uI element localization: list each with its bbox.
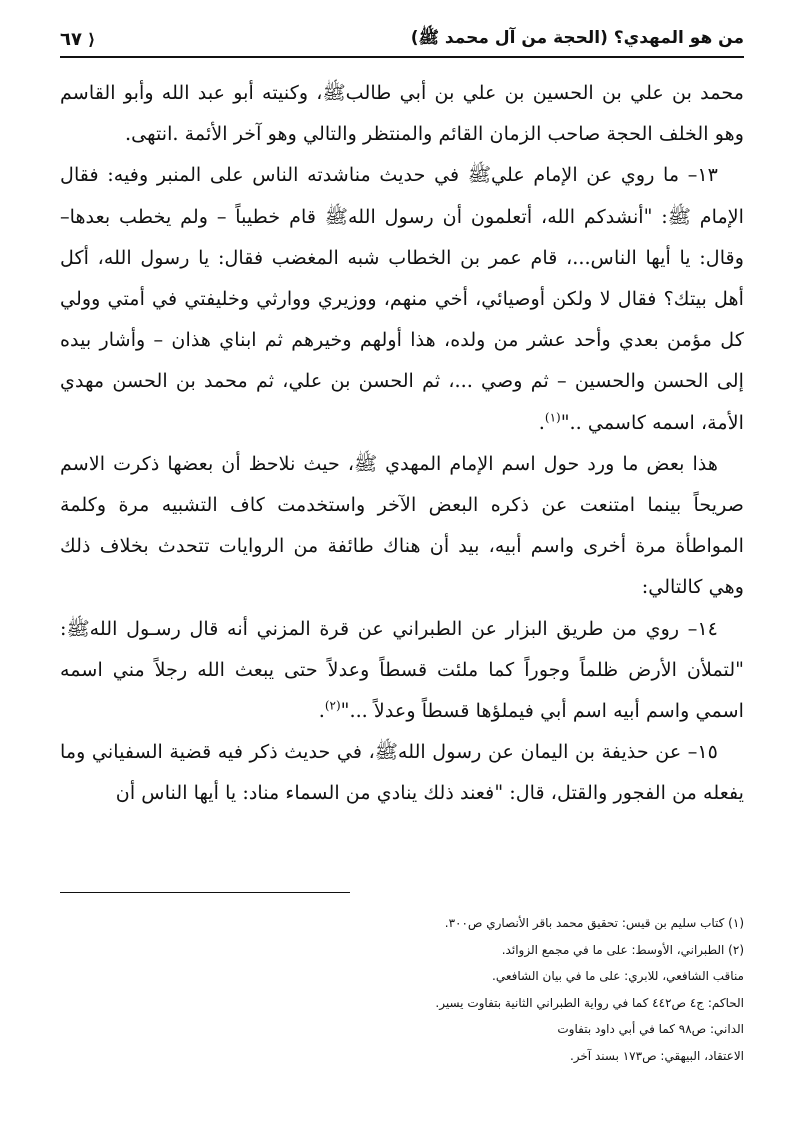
text-line: بخلاف ذلك وهي كالتالي:	[60, 534, 744, 599]
text-line: بعدها– وقال: يا أيها الناس...، قام عمر بن الخطاب شبه المغضب فقال: يا رسول	[60, 204, 744, 269]
text-line: وهو الخلف الحجة صاحب الزمان القائم والمنتظر والتالي وهو آخر الأئمة .انتهى.	[125, 122, 744, 146]
footnote-2: (٢) الطبراني، الأوسط: على ما في مجمع الزوائد.	[501, 942, 744, 957]
chevron-left-icon: ⟨	[87, 29, 96, 49]
page-number-group	[60, 29, 95, 50]
text-line: وكلمة المواطأة مرة أخرى واسم أبيه، بيد أن هناك طائفة من الروايات تتحدث	[60, 493, 744, 558]
text-line: محمد بن علي بن الحسين بن علي بن أبي طالبﷺ، وكنيته أبو عبد الله وأبو القاسم	[60, 81, 744, 104]
sentence-end: .	[538, 410, 545, 434]
running-header	[60, 22, 744, 58]
paragraph-hadith-13	[60, 154, 744, 442]
book-page	[60, 22, 744, 1122]
paragraph-commentary	[60, 443, 744, 608]
text-line: اللهﷺ: "لتملأن الأرض ظلماً وجوراً كما ملئت قسطاً وعدلاً حتى يبعث الله	[60, 616, 744, 681]
main-text	[60, 72, 744, 814]
footnote-ref-2: (٢)	[324, 698, 341, 713]
text-line: ١٥– عن حذيفة بن اليمان عن رسول اللهﷺ، في حديث ذكر فيه قضية السفياني	[91, 740, 718, 764]
text-line: هذا بعض ما ورد حول اسم الإمام المهدي ﷺ، حيث نلاحظ أن بعضها ذكرت	[113, 451, 718, 475]
text-line: الاسم صريحاً بينما امتنعت عن ذكره البعض الآخر واستخدمت كاف التشبيه مرة	[60, 451, 744, 517]
footnote-2-source: مناقب الشافعي، للابري: على ما في بيان الشافعي.	[492, 969, 744, 983]
footnote-1: (١) كتاب سليم بن قيس: تحقيق محمد باقر الأنصاري ص٣٠٠.	[444, 916, 744, 930]
text-line: الإمام ﷺ: "أنشدكم الله، أتعلمون أن رسول اللهﷺ قام خطيباً – ولم يخطب	[119, 204, 744, 228]
text-line: وما يفعله من الفجور والقتل، قال: "فعند ذلك ينادي من السماء مناد: يا أيها الناس أن	[60, 740, 744, 805]
footnotes	[60, 910, 744, 1069]
footnote-divider	[60, 892, 350, 893]
sentence-end: .	[318, 699, 325, 723]
running-title: من هو المهدي؟ (الحجة من آل محمد ﷺ)	[410, 27, 744, 48]
paragraph-hadith-15	[60, 731, 744, 813]
text-line: رجلاً مني اسمه اسمي واسم أبيه اسم أبي فيملؤها قسطاً وعدلاً ..."	[60, 657, 744, 723]
text-line: ثم ابناي هذان – وأشار بيده إلى الحسن والحسين – ثم وصي ...، ثم الحسن بن	[60, 328, 744, 393]
paragraph-hadith-14	[60, 608, 744, 732]
text-line: علي، ثم محمد بن الحسن مهدي الأمة، اسمه كاسمي .."	[60, 369, 744, 434]
paragraph-continuation	[60, 72, 744, 154]
footnote-2-source: الداني: ص٩٨ كما في أبي داود بتفاوت	[557, 1022, 744, 1036]
footnote-2-source: الاعتقاد، البيهقي: ص١٧٣ بسند آخر.	[569, 1048, 744, 1063]
text-line: ١٣– ما روي عن الإمام عليﷺ في حديث مناشدته الناس على المنبر وفيه: فقال	[60, 163, 718, 187]
footnote-2-source: الحاكم: ج٤ ص٤٤٢ كما في رواية الطبراني الثانية بتفاوت يسير.	[435, 995, 744, 1010]
text-line: وخليفتي في أمتي وولي كل مؤمن بعدي وأحد عشر من ولده، هذا أولهم وخيرهم	[60, 287, 744, 352]
text-line: الله، أكل أهل بيتك؟ فقال لا ولكن أوصيائي، أخي منهم، ووزيري ووارثي	[60, 245, 744, 311]
footnote-ref-1: (١)	[544, 410, 561, 425]
text-line: ١٤– روي من طريق البزار عن الطبراني عن قرة المزني أنه قال رسـول	[126, 616, 718, 640]
page-number: ٦٧	[60, 28, 82, 50]
